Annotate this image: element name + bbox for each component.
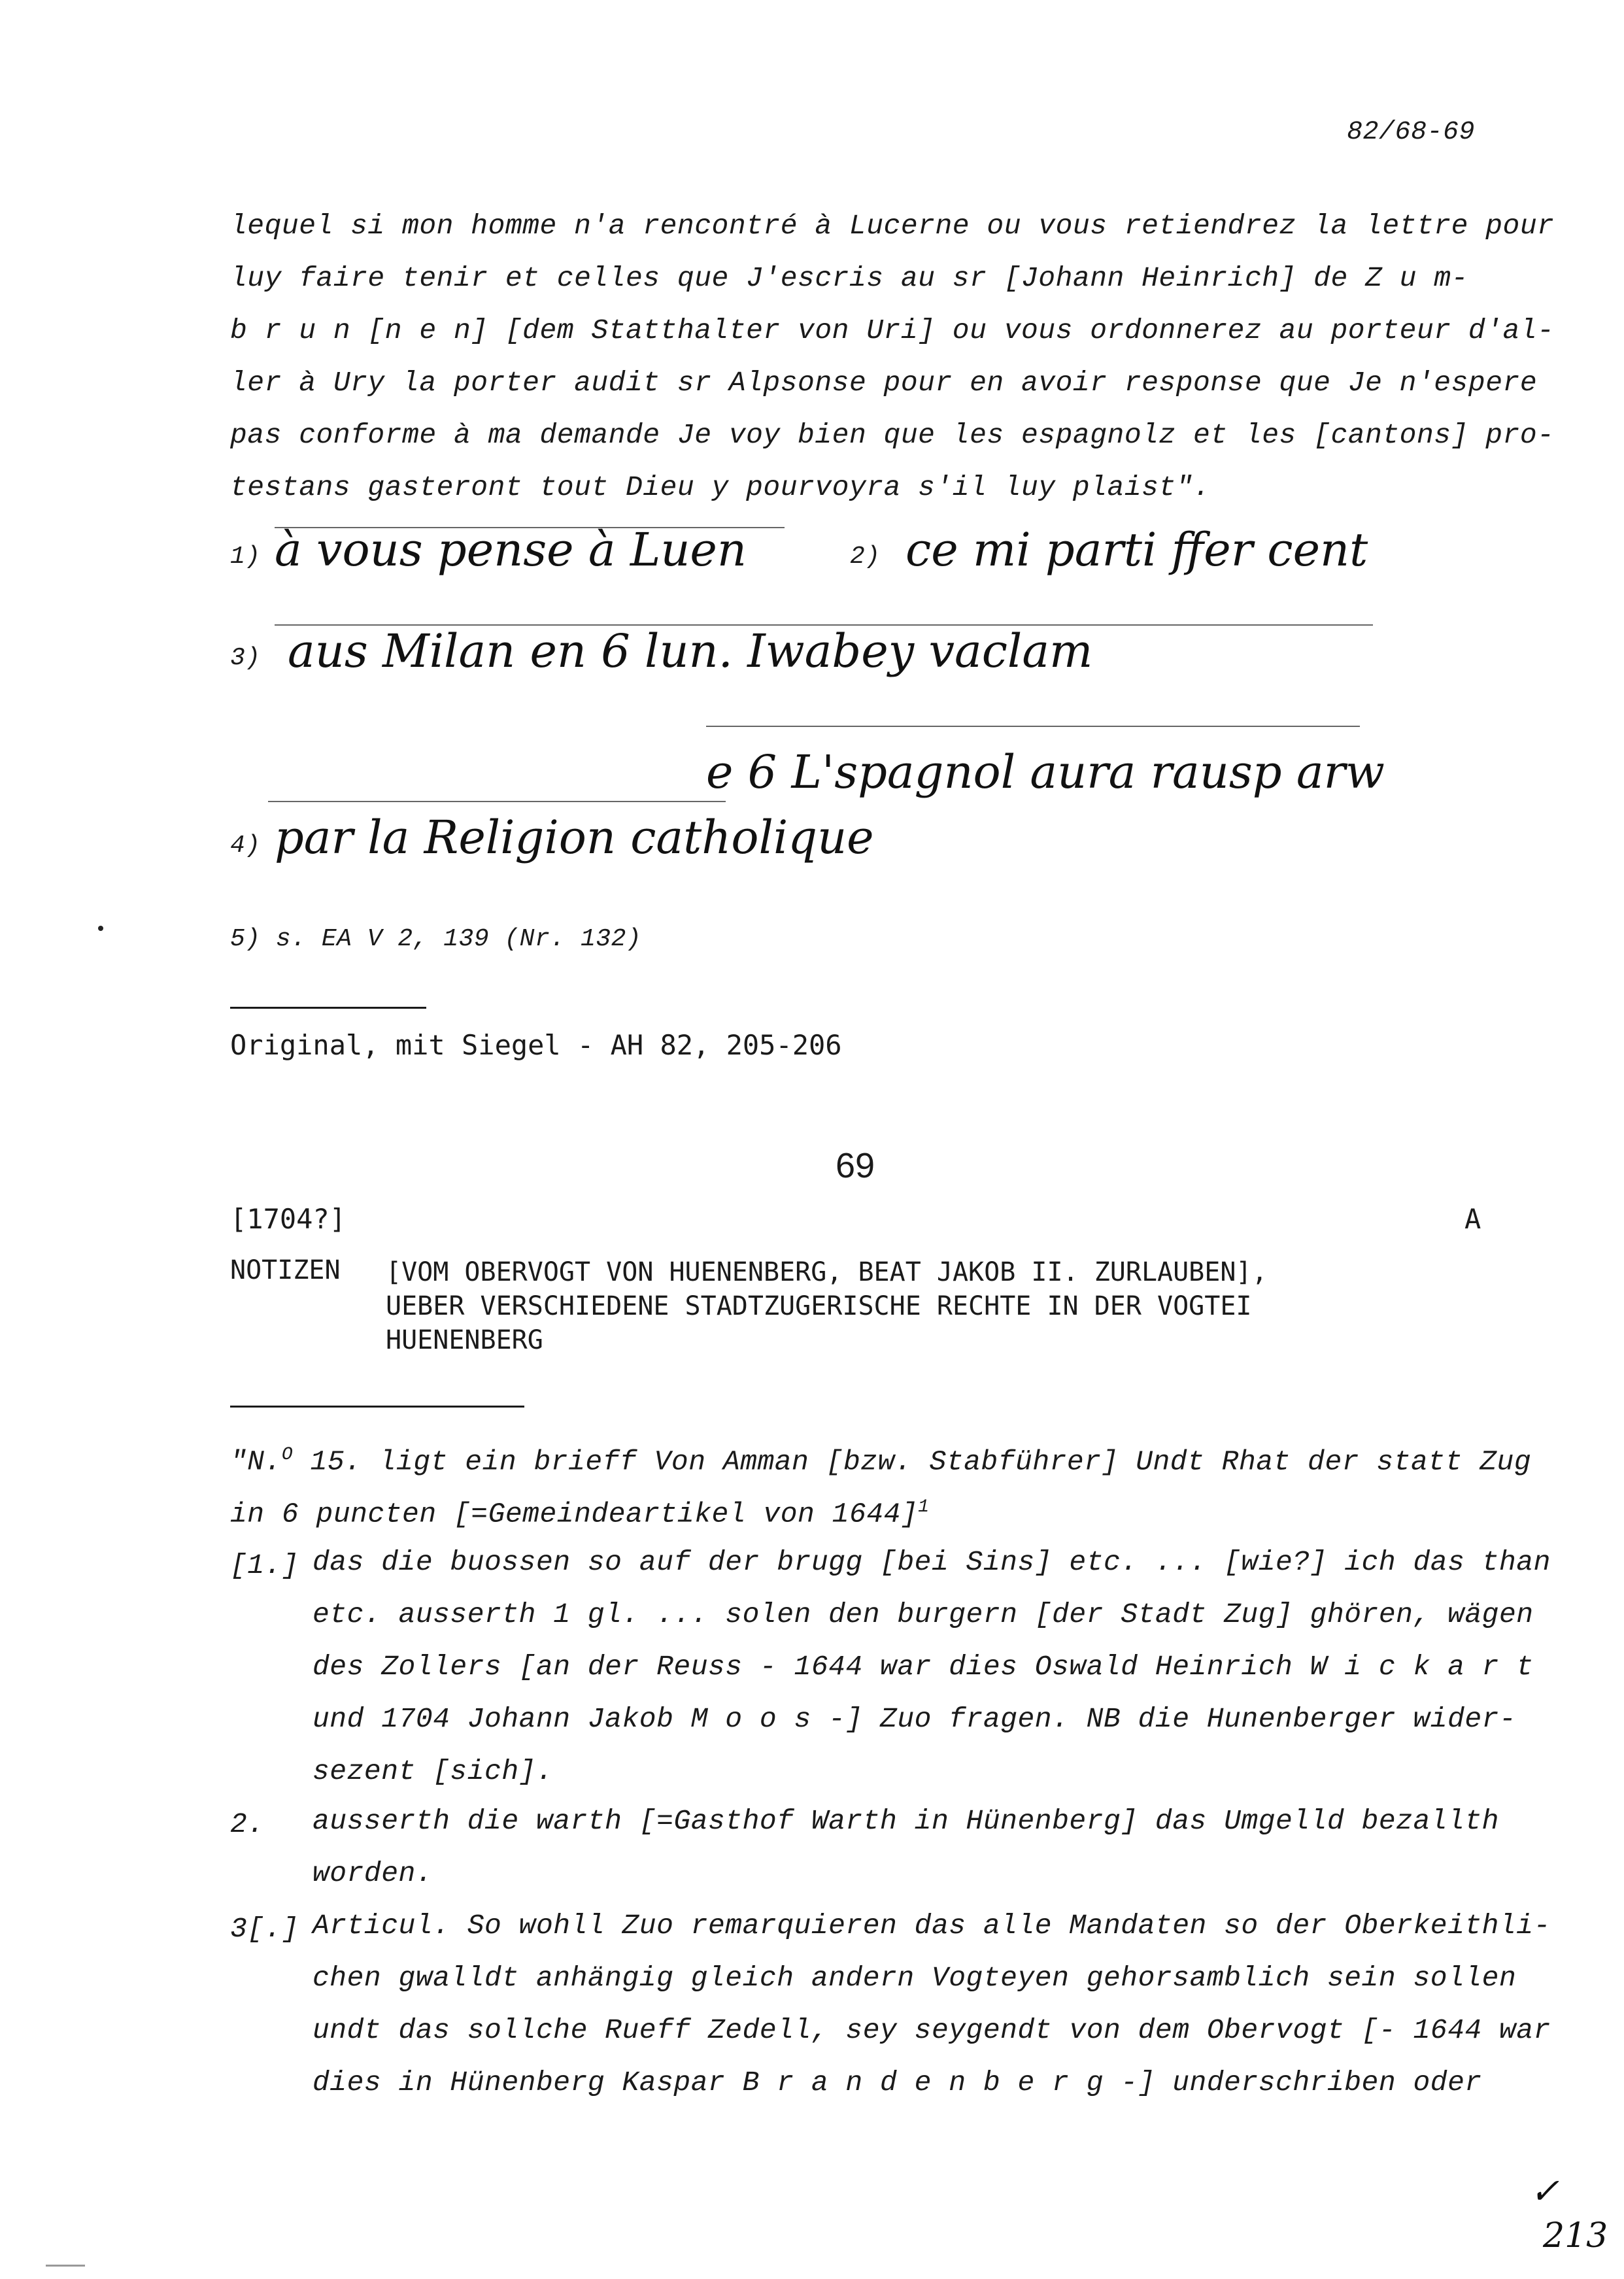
item-line: das die buossen so auf der brugg [bei Sins] etc. ... [wie?] ich das than	[313, 1546, 1551, 1578]
footnote-handwriting-4: par la Religion catholique	[275, 811, 874, 864]
paragraph-line: testans gasteront tout Dieu y pourvoyra s'il luy plaist".	[230, 471, 1211, 503]
scan-speck	[98, 926, 103, 931]
title-line: [VOM OBERVOGT VON HUENENBERG, BEAT JAKOB II. ZURLAUBEN],	[386, 1257, 1268, 1287]
footnote-number-4: 4)	[230, 832, 261, 860]
item-line: dies in Hünenberg Kaspar B r a n d e n b e r g -] underschriben oder	[313, 2067, 1482, 2099]
document-letter: A	[1464, 1203, 1481, 1235]
superscript-o: O	[281, 1445, 294, 1465]
item-number-2: 2.	[230, 1808, 265, 1840]
item-line: etc. ausserth 1 gl. ... solen den burgern [der Stadt Zug] ghören, wägen	[313, 1598, 1534, 1630]
footnote-handwriting-1: à vous pense à Luen	[275, 523, 747, 577]
item-number-1: [1.]	[230, 1549, 299, 1581]
separator-rule	[230, 1406, 524, 1408]
item-number-3: 3[.]	[230, 1913, 299, 1945]
document-title	[386, 1255, 1268, 1357]
footnote-number-3: 3)	[230, 644, 261, 672]
paragraph-line: lequel si mon homme n'a rencontré à Lucerne ou vous retiendrez la lettre pour	[230, 210, 1555, 242]
intro-text: in 6 puncten [=Gemeindeartikel von 1644]	[230, 1498, 919, 1530]
footnote-number-2: 2)	[850, 543, 881, 571]
paragraph-line: luy faire tenir et celles que J'escris au sr [Johann Heinrich] de Z u m-	[230, 262, 1468, 294]
footnote-5: 5) s. EA V 2, 139 (Nr. 132)	[230, 925, 642, 953]
item-line: des Zollers [an der Reuss - 1644 war dies Oswald Heinrich W i c k a r t	[313, 1651, 1534, 1683]
footnote-ref: 1	[918, 1497, 930, 1517]
document-date: [1704?]	[230, 1203, 347, 1235]
scan-edge-mark	[46, 2265, 85, 2267]
footnote-number-1: 1)	[230, 543, 261, 571]
item-line: chen gwalldt anhängig gleich andern Vogteyen gehorsamblich sein sollen	[313, 1962, 1517, 1994]
intro-number-prefix: "N.	[230, 1445, 282, 1478]
title-label: NOTIZEN	[230, 1255, 341, 1285]
body-intro-line-2	[230, 1497, 929, 1530]
intro-text: 15. ligt ein brieff Von Amman [bzw. Stabführer] Undt Rhat der statt Zug	[293, 1445, 1532, 1478]
title-line: UEBER VERSCHIEDENE STADTZUGERISCHE RECHTE IN DER VOGTEI	[386, 1291, 1252, 1321]
item-line: worden.	[313, 1857, 433, 1889]
title-line: HUENENBERG	[386, 1325, 543, 1355]
paragraph-line: b r u n [n e n] [dem Statthalter von Uri] ou vous ordonnerez au porteur d'al-	[230, 314, 1555, 346]
document-number: 69	[836, 1146, 875, 1185]
handwritten-stroke	[706, 726, 1360, 727]
item-line: ausserth die warth [=Gasthof Warth in Hünenberg] das Umgelld bezallth	[313, 1805, 1499, 1837]
body-intro-line-1	[230, 1445, 1531, 1477]
page-reference: 82/68-69	[1347, 118, 1476, 147]
item-line: undt das sollche Rueff Zedell, sey seygendt von dem Obervogt [- 1644 war	[313, 2014, 1551, 2046]
footnote-handwriting-4a: e 6 L'spagnol aura rausp arw	[706, 745, 1385, 799]
handwritten-stroke	[268, 801, 726, 802]
item-line: und 1704 Johann Jakob M o o s -] Zuo fragen. NB die Hunenberger wider-	[313, 1703, 1517, 1735]
top-paragraph	[230, 200, 1554, 514]
footnote-handwriting-3: aus Milan en 6 lun. Iwabey vaclam	[288, 624, 1093, 678]
footnote-handwriting-2: ce mi parti ffer cent	[905, 523, 1368, 577]
paragraph-line: ler à Ury la porter audit sr Alpsonse pour en avoir response que Je n'espere	[230, 367, 1538, 399]
page-number-handwritten: 213	[1543, 2216, 1608, 2255]
item-1-text	[313, 1536, 1551, 1798]
item-3-text	[313, 1900, 1551, 2109]
check-mark-icon: ✓	[1530, 2170, 1560, 2212]
item-line: Articul. So wohll Zuo remarquieren das alle Mandaten so der Oberkeithli-	[313, 1910, 1551, 1942]
paragraph-line: pas conforme à ma demande Je voy bien que les espagnolz et les [cantons] pro-	[230, 419, 1555, 451]
item-2-text	[313, 1795, 1499, 1900]
separator-rule	[230, 1007, 426, 1009]
source-line: Original, mit Siegel - AH 82, 205-206	[230, 1029, 842, 1061]
item-line: sezent [sich].	[313, 1755, 554, 1787]
